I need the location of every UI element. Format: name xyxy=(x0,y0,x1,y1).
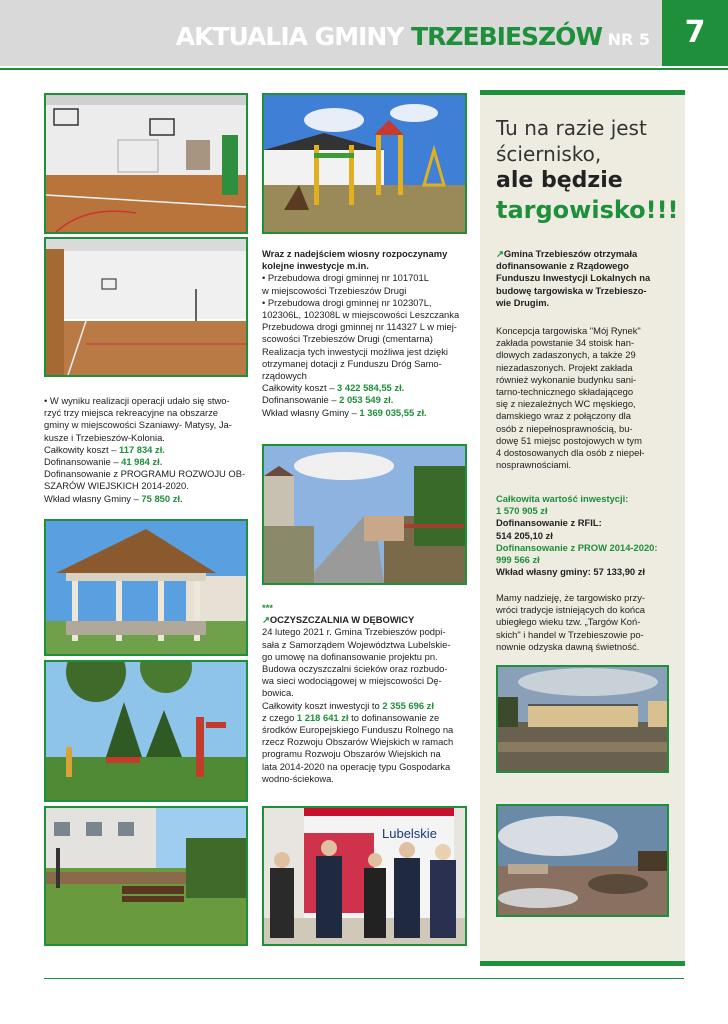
section-divider-stars: *** xyxy=(262,602,273,613)
arrow-icon: ↗ xyxy=(496,248,504,259)
page-number: 7 xyxy=(662,0,728,66)
sidebar-lead: ↗Gmina Trzebieszów otrzymała dofinansowanie z Rządowego Funduszu Inwestycji Lokalnych na budowę targowiska w Trzebieszo- wie Drugim. xyxy=(496,248,651,308)
middle-roads-text: Wraz z nadejściem wiosny rozpoczynamy kolejne inwestycje m.in. • Przebudowa drogi gminnej nr 101701L w miejscowości Trzebieszów Drugi • Przebudowa drogi gminnej nr 102307L, 102306L, 102308L w miejscowości Leszczanka Przebudowa drogi gminnej nr 114327 L w miej- scowości Trzebieszów Drugi (cmentarna) Realizacja tych inwestycji możliwa jest dzięki otrzymanej dotacji z Funduszu Dróg Samo- rządowych Całkowity koszt – 3 422 584,55 zł. Dofinansowanie – 2 053 549 zł. Wkład własny Gminy – 1 369 035,55 zł. xyxy=(262,248,460,418)
arrow-icon: ↗ xyxy=(262,614,270,626)
newsletter-title: AKTUALIA GMINY TRZEBIESZÓW NR 5 xyxy=(175,22,650,51)
sidebar-closing: Mamy nadzieję, że targowisko przy- wróci tradycje istniejących do końca ubiegłego wieku tzw. „Targów Koń- skich" i handel w Trzebieszowie po- nownie odzyska dawną świetność. xyxy=(496,592,646,652)
photo-playground xyxy=(262,93,467,234)
photo-gym-hall-1 xyxy=(44,93,248,234)
page-header xyxy=(0,0,728,66)
middle-sewage-text: *** ↗OCZYSZCZALNIA W DĘBOWICY 24 lutego 2021 r. Gmina Trzebieszów podpi- sała z Samorządem Województwa Lubelskie- go umowę na dofinansowanie projektu pn. Budowa oczyszczalni ścieków oraz rozbudo- wa sieci wodociągowej w miejscowości Dę- bowica. Całkowity koszt inwestycji to 2 355 696 zł z czego 1 218 641 zł to dofinansowanie ze środków Europejskiego Funduszu Rolnego na rzecz Rozwoju Obszarów Wiejskich w ramach programu Rozwoju Obszarów Wiejskich na lata 2014-2020 na operację typu Gospodarka wodno-ściekowa. xyxy=(262,602,467,785)
sidebar-headline: Tu na razie jest ściernisko, ale będzie targowisko!!! xyxy=(496,116,679,224)
left-recreation-text: • W wyniku realizacji operacji udało się stwo- rzyć trzy miejsca rekreacyjne na obszarze gminy w miejscowości Szaniawy- Matysy, Ja- kusze i Trzebieszów-Kolonia. Całkowity koszt – 117 834 zł. Dofinansowanie – 41 984 zł. Dofinansowanie z PROGRAMU ROZWOJU OB- SZARÓW WIEJSKICH 2014-2020. Wkład własny Gminy – 75 850 zł. xyxy=(44,395,246,504)
photo-village-road xyxy=(262,444,467,585)
sidebar-body: Koncepcja targowiska "Mój Rynek" zakłada powstanie 34 stoisk han- dlowych zadaszonych, a także 29 niezadaszonych. Projekt zakłada również wykonanie budynku sani- tarno-technicznego składającego się z niezależnych WC męskiego, damskiego wraz z połączony dla osób z niepełnosprawnością, bu- dowę 51 miejsc postojowych w tym 4 dostosowanych dla osób z niepeł- nosprawnościami. xyxy=(496,325,645,471)
photo-wooden-gazebo xyxy=(44,519,248,656)
sidebar-targowisko xyxy=(480,90,685,966)
header-divider xyxy=(0,68,728,70)
sidebar-funding: Całkowita wartość inwestycji: 1 570 905 zł Dofinansowanie z RFIL: 514 205,10 zł Dofinansowanie z PROW 2014-2020: 999 566 zł Wkład własny gminy: 57 133,90 zł xyxy=(496,493,658,578)
photo-construction-2 xyxy=(496,804,669,917)
photo-park-bench xyxy=(44,806,248,946)
photo-outdoor-gym xyxy=(44,660,248,802)
footer-divider xyxy=(44,978,684,979)
photo-construction-1 xyxy=(496,665,669,773)
photo-contract-signing xyxy=(262,806,467,946)
photo-gym-hall-2 xyxy=(44,237,248,377)
banner-text: Lubelskie xyxy=(382,826,437,841)
